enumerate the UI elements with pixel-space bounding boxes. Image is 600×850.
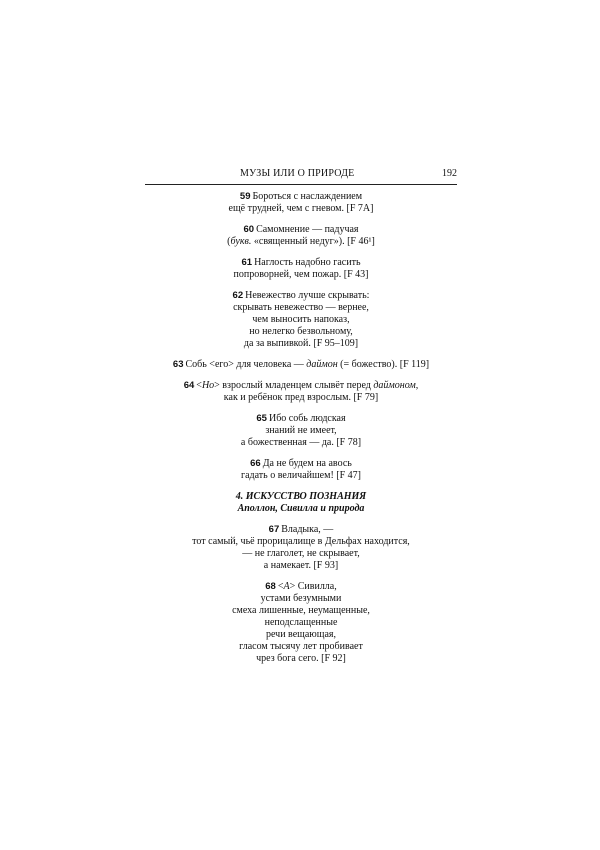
page-header — [145, 168, 457, 185]
section-heading — [145, 491, 457, 515]
fragment-number: 67 — [268, 524, 280, 535]
fragment-line: Ибо собь людская — [268, 413, 346, 424]
fragment-number: 66 — [250, 458, 261, 469]
fragment-68 — [145, 581, 457, 665]
fragment-63 — [145, 359, 457, 371]
fragment-number: 68 — [265, 581, 276, 592]
fragment-text: (= божество). [F 119] — [337, 359, 430, 370]
fragment-number: 63 — [172, 359, 184, 370]
fragment-line: гадать о величайшем! [F 47] — [240, 470, 362, 481]
fragment-line: знаний не имеет, — [265, 425, 337, 436]
fragment-60 — [145, 224, 457, 248]
fragment-line: а намекает. [F 93] — [263, 560, 339, 571]
fragment-61 — [145, 257, 457, 281]
fragment-line: ещё трудней, чем с гневом. [F 7A] — [228, 203, 374, 214]
fragment-65 — [145, 413, 457, 449]
fragment-number: 59 — [239, 191, 251, 202]
page-number: 192 — [442, 168, 457, 179]
fragment-line: чрез бога сего. [F 92] — [256, 653, 346, 664]
fragment-italic-term: даймон — [306, 359, 338, 370]
fragment-line: речи вещающая, — [265, 629, 337, 640]
fragment-line: гласом тысячу лет пробивает — [239, 641, 363, 652]
fragment-line: — не глаголет, не скрывает, — [242, 548, 360, 559]
fragment-text: < — [196, 380, 202, 391]
fragment-line: (букв. «священный недуг»). [F 46¹] — [227, 236, 375, 247]
section-title: 4. ИСКУССТВО ПОЗНАНИЯ — [235, 491, 367, 502]
fragment-line: Бороться с наслаждением — [252, 191, 363, 202]
fragment-59 — [145, 191, 457, 215]
fragment-number: 64 — [183, 380, 195, 391]
fragment-line: скрывать невежество — вернее, — [233, 302, 369, 313]
running-title: МУЗЫ ИЛИ О ПРИРОДЕ — [240, 168, 355, 179]
fragment-line: смеха лишенные, неумащенные, — [232, 605, 370, 616]
fragment-line: тот самый, чьё прорицалище в Дельфах находится, — [192, 536, 410, 547]
fragment-number: 60 — [243, 224, 255, 235]
fragment-text: > взрослый младенцем слывёт перед — [214, 380, 374, 391]
header-rule — [145, 184, 457, 185]
fragment-line: а божественная — да. [F 78] — [240, 437, 362, 448]
fragment-italic-term: даймоном, — [373, 380, 419, 391]
fragment-line: Владыка, — — [281, 524, 334, 535]
fragment-italic-term: букв. — [230, 236, 252, 247]
fragment-line: попроворней, чем пожар. [F 43] — [233, 269, 369, 280]
fragment-line: неподслащенные — [264, 617, 338, 628]
fragment-number: 61 — [241, 257, 253, 268]
fragment-line: устами безумными — [260, 593, 342, 604]
fragment-line: чем выносить напоказ, — [252, 314, 350, 325]
fragment-line: как и ребёнок пред взрослым. [F 79] — [223, 392, 379, 403]
fragment-italic-term: А — [283, 581, 290, 592]
fragment-text: > Сивилла, — [289, 581, 337, 592]
fragment-64 — [145, 380, 457, 404]
fragment-text: Собь <его> для человека — — [185, 359, 307, 370]
fragment-line: Невежество лучше скрывать: — [245, 290, 370, 301]
fragment-67 — [145, 524, 457, 572]
fragment-line: да за выпивкой. [F 95–109] — [243, 338, 359, 349]
section-subtitle: Аполлон, Сивилла и природа — [237, 503, 365, 514]
fragment-66 — [145, 458, 457, 482]
fragment-line: Да не будем на авось — [262, 458, 352, 469]
fragment-62 — [145, 290, 457, 350]
fragment-number: 65 — [256, 413, 267, 424]
page-body — [145, 191, 457, 674]
fragment-line: Самомнение — падучая — [256, 224, 359, 235]
fragment-line: Наглость надобно гасить — [254, 257, 361, 268]
fragment-number: 62 — [232, 290, 244, 301]
fragment-italic-term: Но — [201, 380, 215, 391]
fragment-text: < — [277, 581, 284, 592]
fragment-line: но нелегко безвольному, — [249, 326, 353, 337]
